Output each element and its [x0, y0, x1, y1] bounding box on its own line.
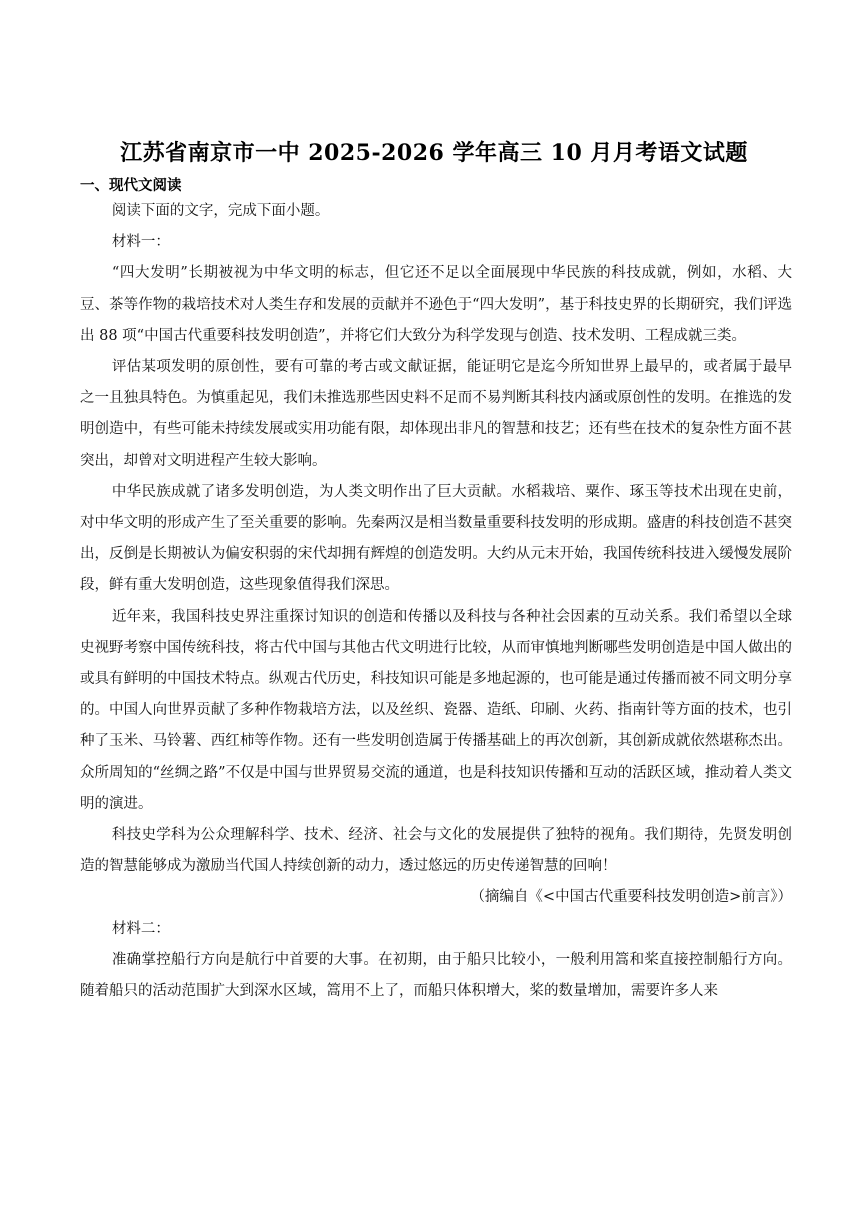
source-citation: （摘编自《<中国古代重要科技发明创造>前言》） — [470, 889, 792, 906]
paragraph: “四大发明”长期被视为中华文明的标志，但它还不足以全面展现中华民族的科技成就，例如，水稻、大豆、茶等作物的栽培技术对人类生存和发展的贡献并不逊色于“四大发明”，基于科技史界的长期研究，我们评选出 88 项“中国古代重要科技发明创造”，并将它们大致分为科学发现与创造、技术发明、工程成就三类。 — [80, 265, 792, 344]
paragraph: 评估某项发明的原创性，要有可靠的考古或文献证据，能证明它是迄今所知世界上最早的，或者属于最早之一且独具特色。为慎重起见，我们未推选那些因史料不足而不易判断其科技内涵或原创性的发明。在推选的发明创造中，有些可能未持续发展或实用功能有限，却体现出非凡的智慧和技艺；还有些在技术的复杂性方面不甚突出，却曾对文明进程产生较大影响。 — [80, 359, 792, 469]
document-body — [80, 196, 792, 1007]
material-one-label: 材料一： — [111, 234, 170, 251]
paragraph: 中华民族成就了诸多发明创造，为人类文明作出了巨大贡献。水稻栽培、粟作、琢玉等技术出现在史前，对中华文明的形成产生了至关重要的影响。先秦两汉是相当数量重要科技发明的形成期。盛唐的科技创造不甚突出，反倒是长期被认为偏安积弱的宋代却拥有辉煌的创造发明。大约从元末开始，我国传统科技进入缓慢发展阶段，鲜有重大发明创造，这些现象值得我们深思。 — [80, 483, 792, 594]
paragraph: 近年来，我国科技史界注重探讨知识的创造和传播以及科技与各种社会因素的互动关系。我们希望以全球史视野考察中国传统科技，将古代中国与其他古代文明进行比较，从而审慎地判断哪些发明创造是中国人做出的或具有鲜明的中国技术特点。纵观古代历史，科技知识可能是多地起源的，也可能是通过传播而被不同文明分享的。中国人向世界贡献了多种作物栽培方法，以及丝织、瓷器、造纸、印刷、火药、指南针等方面的技术，也引种了玉米、马铃薯、西红柿等作物。还有一些发明创造属于传播基础上的再次创新，其创新成就依然堪称杰出。众所周知的“丝绸之路”不仅是中国与世界贸易交流的通道，也是科技知识传播和互动的活跃区域，推动着人类文明的演进。 — [80, 608, 792, 812]
material-two-label: 材料二： — [111, 920, 170, 937]
paragraph: 准确掌控船行方向是航行中首要的大事。在初期，由于船只比较小，一般利用篙和桨直接控制船行方向。随着船只的活动范围扩大到深水区域，篙用不上了，而船只体积增大，桨的数量增加，需要许多人来 — [80, 951, 792, 1000]
paragraph: 科技史学科为公众理解科学、技术、经济、社会与文化的发展提供了独特的视角。我们期待，先贤发明创造的智慧能够成为激励当代国人持续创新的动力，透过悠远的历史传递智慧的回响！ — [80, 827, 792, 875]
section-heading: 一、现代文阅读 — [80, 178, 182, 194]
instruction-text: 阅读下面的文字，完成下面小题。 — [111, 203, 330, 219]
page-title: 江苏省南京市一中 2025-2026 学年高三 10 月月考语文试题 — [120, 140, 748, 166]
